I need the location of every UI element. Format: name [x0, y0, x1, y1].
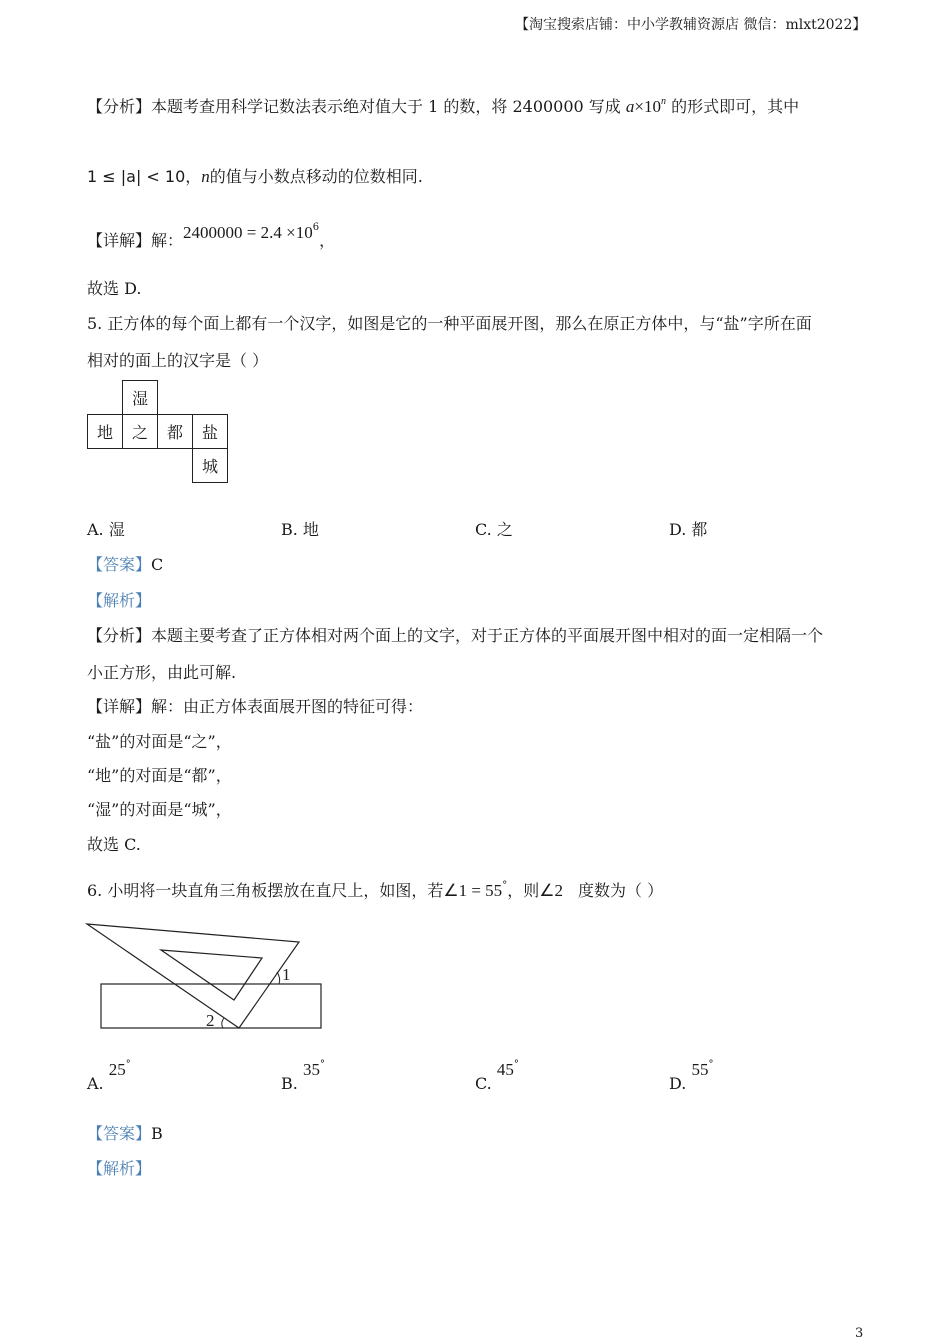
answer-value: B: [151, 1124, 163, 1143]
q6-jiexi-tag: 【解析】: [87, 1159, 152, 1178]
net-empty: [193, 381, 228, 415]
var-n: n: [201, 167, 210, 186]
net-empty: [88, 381, 123, 415]
q6-option-c: [475, 1059, 519, 1093]
q5-stem-line1: 5. 正方体的每个面上都有一个汉字，如图是它的一种平面展开图，那么在原正方体中，与“盐”字所在面: [87, 314, 812, 333]
option-value: 45: [496, 1060, 514, 1079]
angle2-expr: ∠2: [539, 881, 563, 900]
detail-exponent: 6: [312, 222, 320, 233]
page-header: 【淘宝搜索店铺：中小学教辅资源店 微信：mlxt2022】: [515, 17, 867, 33]
q5-option-a: A. 湿: [87, 520, 125, 539]
q6-option-d: [669, 1059, 714, 1093]
q5-jiexi-tag: 【解析】: [87, 591, 152, 610]
option-value: 35: [302, 1060, 320, 1079]
q4-analysis-line: [87, 94, 799, 117]
net-empty: [158, 449, 193, 483]
triangle-inner: [161, 950, 262, 1000]
angle-label-2: 2: [206, 1011, 215, 1030]
page-number: 3: [855, 1326, 864, 1341]
q6-option-b: [281, 1059, 325, 1093]
option-letter: A.: [87, 1074, 104, 1093]
net-cell-bottom: 城: [193, 449, 228, 483]
net-cell: 之: [123, 415, 158, 449]
option-letter: B.: [281, 1074, 298, 1093]
analysis-tag: 【分析】: [87, 626, 152, 645]
q6-stem: [87, 878, 663, 901]
net-empty: [88, 449, 123, 483]
angle1-expr: ∠1 = 55: [443, 881, 503, 900]
q5-pair-2: “地”的对面是“都”，: [87, 766, 232, 785]
q5-analysis-line2: 小正方形，由此可解.: [87, 663, 237, 682]
answer-tag: 【答案】: [87, 1124, 152, 1143]
triangle-ruler-figure: [85, 920, 325, 1040]
answer-value: C: [151, 555, 164, 574]
net-cell: 都: [158, 415, 193, 449]
option-letter: C.: [475, 1074, 492, 1093]
analysis-text: 本题主要考查了正方体相对两个面上的文字，对于正方体的平面展开图中相对的面一定相隔一个: [151, 626, 824, 645]
condition-comma: ，: [185, 167, 202, 186]
q5-choose: 故选 C.: [87, 835, 141, 854]
q6-answer: [87, 1121, 163, 1144]
q4-choose: 故选 D.: [87, 279, 142, 298]
option-degree: °: [513, 1059, 519, 1070]
analysis-tag: 【分析】: [87, 97, 152, 116]
times-ten: ×10: [634, 97, 661, 116]
option-degree: °: [708, 1059, 714, 1070]
condition-text: 的值与小数点移动的位数相同.: [209, 167, 423, 186]
q6-option-a: [87, 1059, 131, 1093]
net-cell-top: 湿: [123, 381, 158, 415]
detail-tag: 【详解】解：: [87, 231, 184, 250]
angle-label-1: 1: [282, 965, 291, 984]
option-value: 25: [108, 1060, 126, 1079]
q4-condition-line: [87, 164, 423, 187]
option-degree: °: [125, 1059, 131, 1070]
q5-stem-line2: 相对的面上的汉字是（ ）: [87, 351, 269, 370]
triangle-outer: [87, 924, 299, 1028]
option-degree: °: [319, 1059, 325, 1070]
q5-answer: [87, 552, 163, 575]
detail-tag: 【详解】: [87, 697, 152, 716]
q5-detail: [87, 694, 423, 717]
degree-sign: °: [502, 880, 508, 891]
net-cell: 地: [88, 415, 123, 449]
cube-net: [87, 380, 228, 483]
q5-pair-1: “盐”的对面是“之”，: [87, 732, 232, 751]
option-value: 55: [691, 1060, 709, 1079]
detail-math: 2400000 = 2.4 ×10: [183, 223, 313, 242]
stem-post: 度数为（ ）: [578, 881, 664, 900]
analysis-tail: 的形式即可，其中: [671, 97, 800, 116]
exponent-n: n: [661, 96, 666, 107]
detail-text: 解：由正方体表面展开图的特征可得：: [151, 697, 424, 716]
stem-pre: 6. 小明将一块直角三角板摆放在直尺上，如图，若: [87, 881, 444, 900]
q5-option-c: C. 之: [475, 520, 513, 539]
q4-detail-line: [87, 220, 336, 250]
angle2-arc: [222, 1018, 224, 1028]
option-letter: D.: [669, 1074, 687, 1093]
net-cell: 盐: [193, 415, 228, 449]
condition-math: 1 ≤ |a| < 10: [87, 167, 186, 186]
answer-tag: 【答案】: [87, 555, 152, 574]
detail-comma: ，: [319, 231, 336, 250]
net-empty: [158, 381, 193, 415]
q5-option-b: B. 地: [281, 520, 319, 539]
var-a: a: [625, 97, 635, 116]
stem-mid: ，则: [507, 881, 540, 900]
q5-pair-3: “湿”的对面是“城”，: [87, 800, 232, 819]
q5-analysis-line1: [87, 623, 823, 646]
net-empty: [123, 449, 158, 483]
q5-option-d: D. 都: [669, 520, 708, 539]
analysis-text: 本题考查用科学记数法表示绝对值大于 1 的数，将 2400000 写成: [151, 97, 621, 116]
